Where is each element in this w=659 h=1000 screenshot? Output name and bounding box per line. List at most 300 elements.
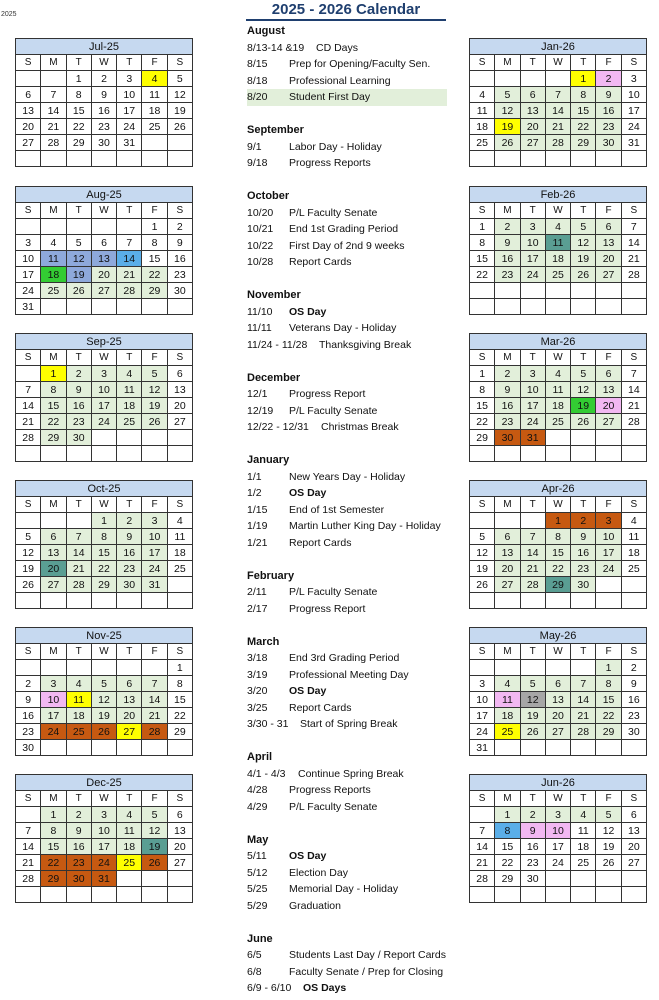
- day-cell: 9: [117, 529, 142, 545]
- day-cell: 13: [520, 103, 545, 119]
- event-description: Thanksgiving Break: [319, 338, 412, 351]
- event-row: [247, 337, 447, 354]
- day-cell: 27: [167, 414, 192, 430]
- day-cell: 26: [142, 855, 167, 871]
- event-description: Professional Learning: [289, 74, 391, 87]
- weekday-header: M: [41, 55, 66, 71]
- day-cell: 5: [520, 676, 545, 692]
- day-cell: 16: [91, 103, 116, 119]
- day-cell: 5: [596, 807, 621, 823]
- weekday-header: W: [545, 203, 570, 219]
- day-cell: 19: [571, 398, 596, 414]
- day-cell: [117, 593, 142, 609]
- day-cell: 17: [91, 398, 116, 414]
- month-section-heading: October: [247, 190, 290, 202]
- event-date: 8/18: [247, 74, 268, 87]
- day-cell: 21: [621, 251, 646, 267]
- day-cell: 23: [91, 119, 116, 135]
- day-cell: 19: [495, 119, 520, 135]
- day-cell: 19: [142, 839, 167, 855]
- event-row: [247, 419, 447, 436]
- day-cell: 24: [520, 267, 545, 283]
- day-cell: [167, 740, 192, 756]
- day-cell: 5: [142, 807, 167, 823]
- event-description: End 1st Grading Period: [289, 223, 399, 235]
- day-cell: 20: [621, 839, 646, 855]
- event-row: [247, 881, 447, 898]
- day-cell: 28: [621, 414, 646, 430]
- weekday-header: F: [142, 497, 167, 513]
- day-cell: [596, 740, 621, 756]
- day-cell: [596, 430, 621, 446]
- day-cell: 29: [545, 577, 570, 593]
- day-cell: 18: [167, 545, 192, 561]
- day-cell: 14: [16, 398, 41, 414]
- day-cell: [41, 71, 66, 87]
- day-cell: 7: [41, 87, 66, 103]
- event-date: 5/11: [247, 850, 267, 862]
- event-description: Start of Spring Break: [300, 718, 398, 730]
- day-cell: [621, 887, 646, 903]
- day-cell: 8: [167, 676, 192, 692]
- event-date: 11/11: [247, 322, 272, 334]
- month-section-heading: February: [247, 569, 295, 582]
- day-cell: 16: [571, 545, 596, 561]
- day-cell: [142, 430, 167, 446]
- event-date: 3/30 - 31: [247, 718, 289, 730]
- event-row: [247, 683, 447, 700]
- day-cell: 6: [41, 529, 66, 545]
- day-cell: 8: [41, 823, 66, 839]
- day-cell: 9: [621, 676, 646, 692]
- month-calendar-may26: [469, 627, 647, 756]
- day-cell: 24: [596, 561, 621, 577]
- day-cell: 17: [117, 103, 142, 119]
- event-row: [247, 584, 447, 601]
- day-cell: 21: [117, 267, 142, 283]
- day-cell: 30: [520, 871, 545, 887]
- day-cell: 10: [621, 87, 646, 103]
- day-cell: 6: [545, 676, 570, 692]
- day-cell: [66, 151, 91, 167]
- day-cell: [520, 740, 545, 756]
- event-date: 11/10: [247, 305, 273, 318]
- event-row: [247, 964, 447, 981]
- day-cell: 26: [596, 855, 621, 871]
- day-cell: [16, 71, 41, 87]
- day-cell: 25: [66, 724, 91, 740]
- day-cell: [621, 871, 646, 887]
- day-cell: 17: [621, 103, 646, 119]
- day-cell: 4: [117, 366, 142, 382]
- event-row: [247, 485, 447, 502]
- day-cell: [142, 446, 167, 462]
- day-cell: 29: [167, 724, 192, 740]
- event-date: 3/25: [247, 701, 268, 714]
- day-cell: 30: [167, 283, 192, 299]
- day-cell: [91, 151, 116, 167]
- day-cell: 29: [91, 577, 116, 593]
- day-cell: 9: [167, 235, 192, 251]
- day-cell: [495, 593, 520, 609]
- event-description: Progress Reports: [289, 157, 371, 169]
- weekday-header: S: [470, 644, 495, 660]
- day-cell: 8: [495, 823, 520, 839]
- day-cell: 3: [470, 676, 495, 692]
- month-calendar-sep25: [15, 333, 193, 462]
- weekday-header: S: [167, 644, 192, 660]
- day-cell: 13: [495, 545, 520, 561]
- event-date: 5/12: [247, 866, 268, 879]
- day-cell: 19: [596, 839, 621, 855]
- event-row: [247, 469, 447, 486]
- day-cell: 16: [16, 708, 41, 724]
- event-description: Christmas Break: [321, 421, 399, 433]
- day-cell: 11: [495, 692, 520, 708]
- day-cell: [16, 446, 41, 462]
- day-cell: [41, 660, 66, 676]
- day-cell: [66, 299, 91, 315]
- event-list: [247, 23, 447, 997]
- day-cell: [470, 299, 495, 315]
- event-date: 1/1: [247, 470, 262, 483]
- day-cell: 31: [16, 299, 41, 315]
- day-cell: 14: [545, 103, 570, 119]
- day-cell: 12: [571, 235, 596, 251]
- day-cell: [66, 446, 91, 462]
- day-cell: 12: [167, 87, 192, 103]
- day-cell: 24: [470, 724, 495, 740]
- day-cell: 23: [16, 724, 41, 740]
- day-cell: [571, 151, 596, 167]
- weekday-header: T: [571, 497, 596, 513]
- day-cell: 23: [495, 414, 520, 430]
- day-cell: 22: [91, 561, 116, 577]
- day-cell: 17: [520, 251, 545, 267]
- day-cell: 2: [571, 513, 596, 529]
- day-cell: 23: [66, 855, 91, 871]
- day-cell: 3: [91, 366, 116, 382]
- weekday-header: T: [571, 55, 596, 71]
- event-date: 10/20: [247, 206, 274, 219]
- day-cell: 10: [16, 251, 41, 267]
- weekday-header: W: [545, 55, 570, 71]
- day-cell: 2: [16, 676, 41, 692]
- day-cell: [117, 660, 142, 676]
- month-section-heading: March: [247, 635, 280, 648]
- day-cell: [91, 446, 116, 462]
- month-header: Jun-26: [470, 775, 647, 791]
- day-cell: 24: [520, 414, 545, 430]
- month-calendar-feb26: [469, 186, 647, 315]
- event-row: [247, 947, 447, 964]
- day-cell: [545, 446, 570, 462]
- day-cell: 20: [545, 708, 570, 724]
- day-cell: [167, 135, 192, 151]
- day-cell: 20: [167, 398, 192, 414]
- day-cell: [596, 299, 621, 315]
- event-description: Faculty Senate / Prep for Closing: [289, 965, 444, 978]
- day-cell: 14: [621, 382, 646, 398]
- event-row: [247, 650, 447, 667]
- day-cell: 29: [41, 871, 66, 887]
- day-cell: 18: [545, 398, 570, 414]
- day-cell: 23: [167, 267, 192, 283]
- day-cell: 6: [621, 807, 646, 823]
- day-cell: 21: [621, 398, 646, 414]
- day-cell: 12: [66, 251, 91, 267]
- day-cell: 16: [117, 545, 142, 561]
- day-cell: 18: [41, 267, 66, 283]
- day-cell: [91, 299, 116, 315]
- event-description: CD Days: [316, 41, 359, 54]
- day-cell: [167, 299, 192, 315]
- weekday-header: F: [596, 644, 621, 660]
- day-cell: [142, 660, 167, 676]
- event-description: Progress Report: [289, 388, 366, 400]
- day-cell: [41, 513, 66, 529]
- day-cell: [470, 283, 495, 299]
- day-cell: 31: [117, 135, 142, 151]
- event-row: [247, 782, 447, 799]
- weekday-header: S: [621, 791, 646, 807]
- day-cell: 9: [520, 823, 545, 839]
- day-cell: 27: [596, 414, 621, 430]
- day-cell: 27: [596, 267, 621, 283]
- day-cell: [571, 446, 596, 462]
- day-cell: 18: [117, 398, 142, 414]
- weekday-header: S: [621, 350, 646, 366]
- day-cell: 3: [117, 71, 142, 87]
- day-cell: 14: [66, 545, 91, 561]
- day-cell: 30: [117, 577, 142, 593]
- event-date: 6/9 - 6/10: [247, 982, 292, 994]
- weekday-header: M: [41, 203, 66, 219]
- day-cell: 7: [470, 823, 495, 839]
- month-calendar-mar26: [469, 333, 647, 462]
- day-cell: [470, 513, 495, 529]
- event-description: Progress Report: [289, 602, 366, 615]
- day-cell: 4: [41, 235, 66, 251]
- day-cell: 1: [41, 807, 66, 823]
- day-cell: 17: [16, 267, 41, 283]
- month-header: Feb-26: [470, 187, 647, 203]
- day-cell: 24: [16, 283, 41, 299]
- day-cell: 2: [167, 219, 192, 235]
- day-cell: 12: [596, 823, 621, 839]
- day-cell: [117, 151, 142, 167]
- day-cell: 7: [621, 366, 646, 382]
- event-date: 8/20: [247, 91, 268, 103]
- day-cell: 8: [142, 235, 167, 251]
- event-row: [247, 535, 447, 552]
- day-cell: 3: [545, 807, 570, 823]
- weekday-header: W: [545, 644, 570, 660]
- day-cell: 25: [41, 283, 66, 299]
- event-date: 4/29: [247, 800, 268, 813]
- event-row: [247, 238, 447, 255]
- day-cell: 7: [16, 823, 41, 839]
- day-cell: 14: [117, 251, 142, 267]
- day-cell: 27: [520, 135, 545, 151]
- weekday-header: S: [167, 497, 192, 513]
- day-cell: 19: [571, 251, 596, 267]
- day-cell: [167, 430, 192, 446]
- day-cell: 24: [91, 855, 116, 871]
- day-cell: 26: [520, 724, 545, 740]
- month-header: Nov-25: [16, 628, 193, 644]
- day-cell: 26: [571, 414, 596, 430]
- event-row: [247, 254, 447, 271]
- day-cell: 13: [596, 235, 621, 251]
- day-cell: [41, 151, 66, 167]
- day-cell: [91, 660, 116, 676]
- day-cell: [470, 71, 495, 87]
- day-cell: 4: [545, 219, 570, 235]
- day-cell: 20: [91, 267, 116, 283]
- day-cell: 30: [495, 430, 520, 446]
- event-row: [247, 403, 447, 420]
- day-cell: 25: [495, 724, 520, 740]
- event-description: Professional Meeting Day: [289, 668, 409, 681]
- day-cell: 28: [117, 283, 142, 299]
- day-cell: 14: [470, 839, 495, 855]
- day-cell: 4: [470, 87, 495, 103]
- month-header: May-26: [470, 628, 647, 644]
- day-cell: 4: [66, 676, 91, 692]
- weekday-header: S: [470, 55, 495, 71]
- weekday-header: S: [621, 203, 646, 219]
- day-cell: [571, 887, 596, 903]
- day-cell: [142, 299, 167, 315]
- month-header: Jul-25: [16, 39, 193, 55]
- day-cell: [66, 513, 91, 529]
- weekday-header: M: [495, 55, 520, 71]
- event-description: Martin Luther King Day - Holiday: [289, 520, 441, 532]
- day-cell: 22: [470, 267, 495, 283]
- day-cell: 8: [41, 382, 66, 398]
- day-cell: 31: [470, 740, 495, 756]
- event-row: [247, 766, 447, 783]
- day-cell: 1: [142, 219, 167, 235]
- day-cell: 8: [470, 382, 495, 398]
- day-cell: 26: [16, 577, 41, 593]
- day-cell: 21: [16, 414, 41, 430]
- day-cell: [41, 446, 66, 462]
- day-cell: 7: [520, 529, 545, 545]
- day-cell: 6: [596, 366, 621, 382]
- day-cell: 9: [596, 87, 621, 103]
- event-row: [247, 700, 447, 717]
- weekday-header: M: [41, 644, 66, 660]
- month-section-heading: August: [247, 25, 285, 37]
- month-section-heading: December: [247, 371, 301, 384]
- day-cell: [117, 299, 142, 315]
- event-date: 3/19: [247, 668, 268, 681]
- day-cell: 27: [91, 283, 116, 299]
- day-cell: 29: [571, 135, 596, 151]
- weekday-header: M: [41, 350, 66, 366]
- weekday-header: T: [117, 350, 142, 366]
- event-description: OS Day: [289, 685, 327, 697]
- day-cell: [571, 593, 596, 609]
- day-cell: [16, 219, 41, 235]
- day-cell: 13: [91, 251, 116, 267]
- day-cell: 20: [41, 561, 66, 577]
- event-row: [247, 304, 447, 321]
- day-cell: 24: [142, 561, 167, 577]
- event-row: [247, 56, 447, 73]
- day-cell: 15: [545, 545, 570, 561]
- day-cell: 1: [545, 513, 570, 529]
- day-cell: 13: [16, 103, 41, 119]
- month-calendar-dec25: [15, 774, 193, 903]
- weekday-header: M: [495, 644, 520, 660]
- year-corner-label: 2025: [1, 11, 17, 18]
- month-section-heading: June: [247, 932, 273, 945]
- weekday-header: W: [91, 497, 116, 513]
- day-cell: 14: [41, 103, 66, 119]
- month-section-heading: April: [247, 751, 273, 763]
- day-cell: 10: [41, 692, 66, 708]
- event-date: 6/5: [247, 949, 262, 961]
- weekday-header: T: [66, 55, 91, 71]
- day-cell: 28: [16, 430, 41, 446]
- event-description: P/L Faculty Senate: [289, 586, 378, 598]
- weekday-header: F: [596, 497, 621, 513]
- day-cell: 27: [167, 855, 192, 871]
- day-cell: [571, 740, 596, 756]
- day-cell: [470, 151, 495, 167]
- weekday-header: W: [545, 791, 570, 807]
- weekday-header: F: [142, 350, 167, 366]
- weekday-header: T: [66, 497, 91, 513]
- weekday-header: M: [495, 791, 520, 807]
- day-cell: 15: [142, 251, 167, 267]
- day-cell: 15: [41, 839, 66, 855]
- day-cell: 14: [520, 545, 545, 561]
- weekday-header: F: [142, 644, 167, 660]
- day-cell: 15: [91, 545, 116, 561]
- day-cell: 21: [142, 708, 167, 724]
- day-cell: [545, 887, 570, 903]
- day-cell: [470, 593, 495, 609]
- day-cell: [545, 151, 570, 167]
- event-description: Students Last Day / Report Cards: [289, 949, 446, 961]
- weekday-header: W: [545, 497, 570, 513]
- day-cell: 21: [520, 561, 545, 577]
- day-cell: 24: [621, 119, 646, 135]
- event-date: 2/17: [247, 602, 268, 615]
- day-cell: 21: [545, 119, 570, 135]
- day-cell: 25: [621, 561, 646, 577]
- day-cell: 31: [142, 577, 167, 593]
- day-cell: 26: [91, 724, 116, 740]
- event-description: End of 1st Semester: [289, 503, 385, 516]
- day-cell: 13: [545, 692, 570, 708]
- day-cell: 6: [117, 676, 142, 692]
- day-cell: 18: [571, 839, 596, 855]
- day-cell: [495, 299, 520, 315]
- day-cell: 13: [41, 545, 66, 561]
- day-cell: 22: [571, 119, 596, 135]
- weekday-header: S: [470, 350, 495, 366]
- weekday-header: S: [470, 791, 495, 807]
- weekday-header: T: [571, 203, 596, 219]
- day-cell: 6: [16, 87, 41, 103]
- day-cell: [16, 593, 41, 609]
- day-cell: 19: [167, 103, 192, 119]
